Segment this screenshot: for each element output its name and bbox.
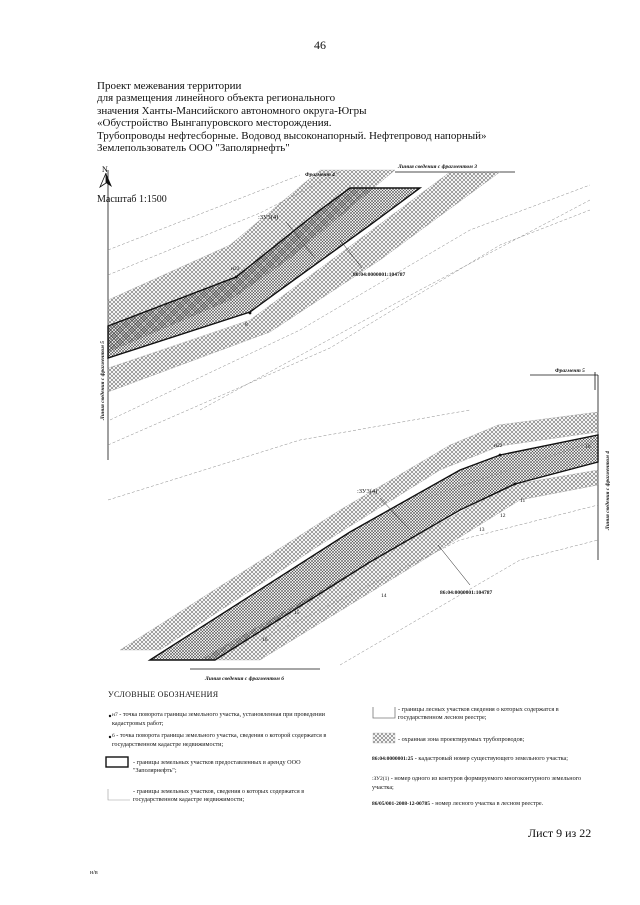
point-label: 16 xyxy=(262,637,268,643)
title-line: Проект межевания территории xyxy=(97,80,242,92)
legend-zone-symbol xyxy=(373,733,395,743)
legend-text: - номер лесного участка в лесном реестре. xyxy=(431,800,544,807)
plot-number-label: :ЗУ3(4) xyxy=(357,488,378,495)
legend-item xyxy=(112,732,352,748)
north-label: N xyxy=(102,165,108,174)
fragment-label: Фрагмент 4 xyxy=(305,172,335,178)
legend-symbol: 86:04:0000001:25 xyxy=(372,756,414,762)
cadastral-number-label: 86:04:0000001:104787 xyxy=(353,272,406,278)
legend-text: - точка поворота границы земельного участка, установленная при проведении кадастровых работ; xyxy=(112,711,325,727)
legend-item xyxy=(398,736,588,744)
title-line: «Обустройство Вынгапуровского месторождения. xyxy=(97,117,332,130)
scale-label: Масштаб 1:1500 xyxy=(97,194,167,205)
legend-text: - охранная зона проектируемых трубопроводов; xyxy=(398,736,525,743)
upper-fragment xyxy=(108,170,595,460)
legend-item xyxy=(133,788,343,803)
legend-cadastral-symbol xyxy=(108,789,130,800)
legend-symbol: 86/05/001-2008-12-00785 xyxy=(372,801,431,807)
legend-item xyxy=(133,759,303,774)
legend-symbol: н7 xyxy=(112,712,118,718)
link-label: Линия сведения с фрагментом 5 xyxy=(100,341,106,420)
page-number: 46 xyxy=(314,38,326,52)
cadastral-number-label: 86:04:0000001:104787 xyxy=(440,590,493,596)
fragment-label: Фрагмент 5 xyxy=(555,368,585,374)
point-label: 10 xyxy=(585,444,591,450)
point-label: 13 xyxy=(479,527,485,533)
legend-text: - кадастровый номер существующего земельного участка; xyxy=(414,755,569,762)
point-label: 8 xyxy=(245,322,248,328)
legend-text: - номер одного из контуров формируемого многоконтурного земельного участка; xyxy=(372,775,582,791)
lower-fragment xyxy=(108,375,598,669)
leased-plot xyxy=(150,435,598,660)
legend-text: - границы лесных участков сведения о которых содержатся в государственном лесном реестре; xyxy=(398,706,559,721)
point-label: 11 xyxy=(520,498,526,504)
legend-item xyxy=(372,800,602,809)
legend-symbol: 6 xyxy=(112,733,115,739)
legend-text: - границы земельных участков, сведения о которых содержатся в государственном кадастре недвижимости; xyxy=(133,788,305,803)
legend-item xyxy=(372,755,592,764)
footer-mark: н/в xyxy=(90,870,98,876)
title-line: Трубопроводы нефтесборные. Водовод высоконапорный. Нефтепровод напорный» xyxy=(97,129,487,142)
legend-symbol: :ЗУ2(1) xyxy=(372,776,390,782)
legend-item xyxy=(372,775,592,791)
link-label: Линия сведения с фрагментом 3 xyxy=(398,164,477,170)
title-line: Землепользователь ООО "Заполярнефть" xyxy=(97,142,290,155)
title-line: для размещения линейного объекта регионального xyxy=(97,92,336,105)
point-label: н23 xyxy=(231,266,240,272)
link-label: Линия сведения с фрагментом 6 xyxy=(205,676,284,682)
legend-item xyxy=(112,711,352,727)
sheet-label: Лист 9 из 22 xyxy=(528,826,592,840)
point-label: н22 xyxy=(494,443,503,449)
title-line: значения Ханты-Мансийского автономного округа-Югры xyxy=(97,104,367,117)
point-label: 15 xyxy=(294,610,300,616)
legend-forest-symbol xyxy=(373,707,395,718)
legend-title: УСЛОВНЫЕ ОБОЗНАЧЕНИЯ xyxy=(108,690,219,699)
link-label: Линия сведения с фрагментом 4 xyxy=(605,451,611,530)
legend-item xyxy=(398,706,588,721)
point-label: 12 xyxy=(500,513,506,519)
legend-text: - точка поворота границы земельного участка, сведения о которой содержатся в государственном кадастре недвижимости; xyxy=(112,732,327,748)
point-label: 14 xyxy=(381,593,387,599)
legend-text: - границы земельных участков предоставленных в аренду ООО "Заполярнефть"; xyxy=(133,759,301,774)
plot-number-label: :ЗУ3(4) xyxy=(258,214,279,221)
legend-leased-symbol xyxy=(106,757,128,767)
